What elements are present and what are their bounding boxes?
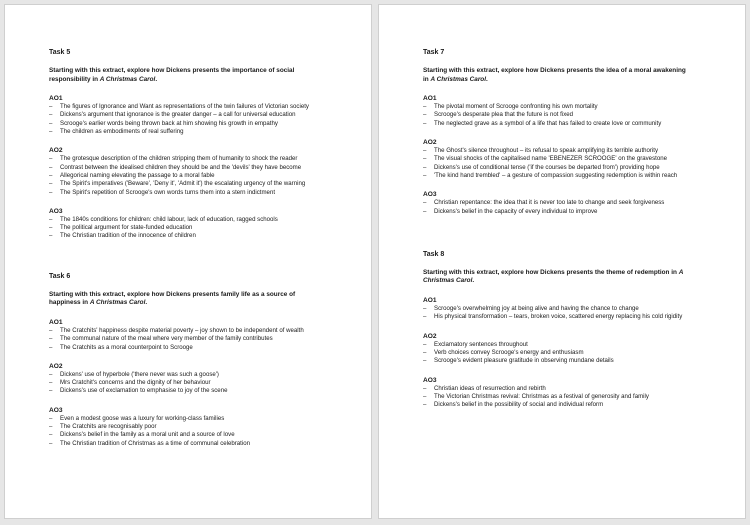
list-item: – The Cratchits' happiness despite material poverty – joy shown to be independent of wealth [49, 327, 351, 335]
list-item: – The Christian tradition of the innocence of children [49, 232, 351, 240]
list-item: – The Cratchits as a moral counterpoint to Scrooge [49, 344, 351, 352]
task-title: Task 7 [423, 49, 445, 56]
list-item: – The neglected grave as a symbol of a life that has failed to create love or community [423, 120, 725, 128]
ao-heading: AO1 [49, 95, 63, 103]
list-item: – The children as embodiments of real suffering [49, 128, 351, 136]
task-title: Task 8 [423, 250, 445, 258]
list-item: – Dickens's belief in the possibility of social and individual reform [423, 401, 725, 409]
task-7 [423, 48, 725, 216]
ao-heading: AO1 [49, 318, 63, 326]
task-title: Task 6 [49, 272, 71, 280]
ao-heading: AO1 [423, 297, 437, 305]
task-5 [49, 48, 351, 241]
list-item: – Dickens' use of hyperbole ('there never was such a goose') [49, 371, 351, 379]
list-item: – The Spirit's imperatives ('Beware', 'Deny it', 'Admit it') the escalating urgency of the warning [49, 180, 351, 188]
list-item: – Allegorical naming elevating the passage to a moral fable [49, 172, 351, 180]
task-8 [423, 250, 725, 410]
list-item: – The communal nature of the meal where very member of the family contributes [49, 335, 351, 343]
list-item: – The Spirit's repetition of Scrooge's own words turns them into a stern indictment [49, 189, 351, 197]
document-page-left [4, 4, 372, 519]
task-question: Starting with this extract, explore how Dickens presents the theme of redemption in A Christmas Carol. [423, 268, 684, 285]
list-item: – The Victorian Christmas revival: Christmas as a festival of generosity and family [423, 393, 725, 401]
ao-heading: AO3 [49, 406, 63, 414]
ao-list [423, 305, 725, 322]
ao-heading: AO3 [423, 376, 437, 384]
task-spacer [423, 216, 725, 250]
list-item: – Dickens's argument that ignorance is the greater danger – a call for universal education [49, 111, 351, 119]
ao-list [423, 341, 725, 366]
ao-heading: AO2 [49, 362, 63, 370]
list-item: – The 1840s conditions for children: child labour, lack of education, ragged schools [49, 216, 351, 224]
task-spacer [49, 241, 351, 272]
list-item: – The visual shocks of the capitalised name 'EBENEZER SCROOGE' on the gravestone [423, 155, 725, 163]
list-item: – Even a modest goose was a luxury for working-class families [49, 415, 351, 423]
list-item: – Verb choices convey Scrooge's energy and enthusiasm [423, 349, 725, 357]
ao-list [423, 199, 725, 216]
list-item: – Scrooge's desperate plea that the future is not fixed [423, 111, 725, 119]
ao-heading: AO2 [423, 332, 437, 340]
ao-list [49, 371, 351, 396]
task-question: Starting with this extract, explore how Dickens presents the idea of a moral awakening in A Christmas Carol. [423, 67, 686, 83]
task-question: Starting with this extract, explore how Dickens presents the importance of social responsibility in A Christmas Carol. [49, 67, 295, 83]
ao-list [49, 327, 351, 352]
list-item: – His physical transformation – tears, broken voice, scattered energy replacing his cold rigidity [423, 313, 725, 321]
ao-heading: AO2 [423, 139, 437, 147]
list-item: – Scrooge's earlier words being thrown back at him showing his growth in empathy [49, 120, 351, 128]
list-item: – Contrast between the idealised children they should be and the 'devils' they have become [49, 164, 351, 172]
ao-heading: AO3 [49, 207, 63, 215]
list-item: – Mrs Cratchit's concerns and the dignity of her behaviour [49, 379, 351, 387]
list-item: – Dickens's belief in the family as a moral unit and a source of love [49, 431, 351, 439]
list-item: – The pivotal moment of Scrooge confronting his own mortality [423, 103, 725, 111]
list-item: – Dickens's use of conditional tense ('if the courses be departed from') providing hope [423, 164, 725, 172]
task-6 [49, 272, 351, 448]
list-item: – Dickens's use of exclamation to emphasise to joy of the scene [49, 387, 351, 395]
ao-list [423, 147, 725, 180]
ao-heading: AO2 [49, 147, 63, 155]
ao-list [423, 385, 725, 410]
list-item: – The political argument for state-funded education [49, 224, 351, 232]
list-item: – The Ghost's silence throughout – its refusal to speak amplifying its terrible authority [423, 147, 725, 155]
ao-list [49, 415, 351, 448]
list-item: – Christian repentance: the idea that it is never too late to change and seek forgiveness [423, 199, 725, 207]
list-item: – The Christian tradition of Christmas as a time of communal celebration [49, 440, 351, 448]
list-item: – Christian ideas of resurrection and rebirth [423, 385, 725, 393]
document-page-right [378, 4, 746, 519]
ao-heading: AO3 [423, 191, 437, 199]
ao-heading: AO1 [423, 95, 437, 103]
list-item: – Exclamatory sentences throughout [423, 341, 725, 349]
list-item: – Dickens's belief in the capacity of every individual to improve [423, 208, 725, 216]
list-item: – Scrooge's overwhelming joy at being alive and having the chance to change [423, 305, 725, 313]
ao-list [49, 216, 351, 241]
list-item: – 'The kind hand trembled' – a gesture of compassion suggesting redemption is within reach [423, 172, 725, 180]
list-item: – Scrooge's evident pleasure gratitude in observing mundane details [423, 357, 725, 365]
list-item: – The grotesque description of the children stripping them of humanity to shock the reader [49, 155, 351, 163]
ao-list [423, 103, 725, 128]
list-item: – The figures of Ignorance and Want as representations of the twin failures of Victorian society [49, 103, 351, 111]
ao-list [49, 103, 351, 136]
ao-list [49, 155, 351, 196]
list-item: – The Cratchits are recognisably poor [49, 423, 351, 431]
task-question: Starting with this extract, explore how Dickens presents family life as a source of happiness in A Christmas Carol. [49, 290, 296, 307]
task-title: Task 5 [49, 49, 71, 56]
